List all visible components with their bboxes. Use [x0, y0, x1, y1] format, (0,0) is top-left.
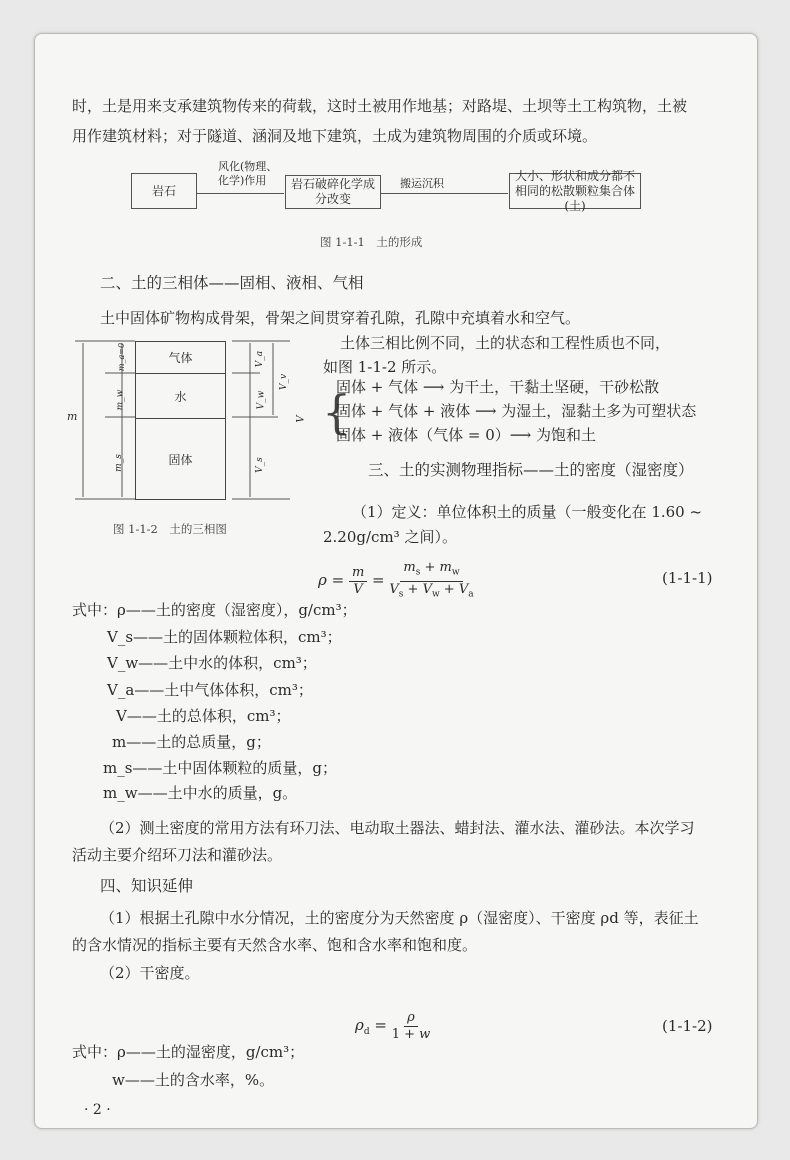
mw-label: m_w [115, 389, 126, 411]
section-4-para-1: （1）根据土孔隙中水分情况，土的密度分为天然密度 ρ（湿密度）、干密度 ρd 等，表征土 [100, 909, 699, 927]
symbol: V_w [107, 654, 139, 672]
fig1-caption: 图 1-1-1 土的形成 [320, 235, 423, 249]
page-number: · 2 · [84, 1102, 111, 1118]
vw-label: V_w [256, 390, 267, 410]
va-label: V_a [255, 350, 266, 368]
rock-box: 岩石 [131, 173, 197, 209]
symbol: V [116, 707, 127, 725]
list-item: 固体 + 气体 ⟶ 为干土，干黏土坚硬，干砂松散 [336, 378, 660, 396]
v-label: V [295, 415, 307, 423]
list-item: 固体 + 气体 + 液体 ⟶ 为湿土，湿黏土多为可塑状态 [336, 402, 697, 420]
section-3-heading: 三、土的实测物理指标——土的密度（湿密度） [368, 461, 694, 479]
intro-line-2: 用作建筑材料；对于隧道、涵洞及地下建筑，土成为建筑物周围的介质或环境。 [72, 127, 598, 145]
transport-label: 搬运沉积 [400, 177, 444, 190]
symbol: m_s [103, 759, 133, 777]
symbol-desc: ——土的固体颗粒体积，cm³； [133, 628, 342, 646]
brace: { [322, 385, 352, 439]
symbol-desc: ——土的湿密度，g/cm³； [125, 1043, 305, 1061]
methods-line-1: （2）测土密度的常用方法有环刀法、电动取土器法、蜡封法、灌水法、灌砂法。本次学习 [100, 819, 695, 837]
symbol-desc: ——土中水的质量，g。 [137, 784, 298, 802]
ms-label: m_s [113, 454, 124, 472]
arrow-1 [196, 193, 284, 194]
symbol-desc: ——土的密度（湿密度），g/cm³； [125, 601, 357, 619]
vv-label: V_v [279, 373, 290, 391]
symbol-desc: ——土中气体体积，cm³； [134, 681, 313, 699]
ma-label: m_a=0 [117, 342, 127, 372]
solid-phase: 固体 [168, 452, 193, 467]
water-phase: 水 [136, 374, 225, 419]
symbol: V_s [107, 628, 134, 646]
symbol-desc: ——土的含水率，%。 [124, 1071, 275, 1089]
fig2-caption: 图 1-1-2 土的三相图 [113, 522, 227, 536]
section-2-para: 土中固体矿物构成骨架，骨架之间贯穿着孔隙，孔隙中充填着水和空气。 [100, 309, 581, 327]
density-formula: ρ = $\frac{m}{V}$ = $\frac{m_s + m_w}{V_s + V_w + V_a}$ [318, 560, 474, 600]
section-4-para-2: 的含水情况的指标主要有天然含水率、饱和含水率和饱和度。 [72, 936, 478, 954]
dry-density-formula: $\rho_d$ = $\frac{\rho}{1 + w}$ [355, 1009, 431, 1042]
symbol-desc: ——土中固体颗粒的质量，g； [132, 759, 338, 777]
formula-number-1: (1-1-1) [662, 569, 713, 587]
right-para-2: 如图 1-1-2 所示。 [323, 358, 447, 376]
symbol-desc: ——土中水的体积，cm³； [138, 654, 317, 672]
weathering-label: 风化(物理、化学)作用 [218, 160, 278, 187]
symbol: V_a [107, 681, 135, 699]
soil-box: 大小、形状和成分都不相同的松散颗粒集合体(土) [509, 173, 641, 209]
symbol-desc: ——土的总体积，cm³； [126, 707, 291, 725]
symbol: m_w [103, 784, 138, 802]
gas-phase: 气体 [136, 342, 225, 374]
list-item: 固体 + 液体（气体 = 0）⟶ 为饱和土 [336, 426, 597, 444]
definition-line-1: （1）定义：单位体积土的质量（一般变化在 1.60 ~ [352, 503, 703, 521]
dry-density-title: （2）干密度。 [100, 964, 200, 982]
vs-label: V_s [254, 457, 265, 473]
section-2-heading: 二、土的三相体——固相、液相、气相 [100, 274, 364, 292]
broken-rock-box: 岩石破碎化学成分改变 [285, 175, 381, 209]
methods-line-2: 活动主要介绍环刀法和灌砂法。 [72, 846, 283, 864]
m-label: m [67, 410, 78, 423]
symbol: 式中：ρ [72, 601, 126, 619]
definition-line-2: 2.20g/cm³ 之间）。 [323, 528, 457, 546]
right-para-1: 土体三相比例不同，土的状态和工程性质也不同， [340, 334, 671, 352]
intro-line-1: 时，土是用来支承建筑物传来的荷载，这时土被用作地基；对路堤、土坝等土工构筑物，土被 [72, 97, 688, 115]
symbol: m [112, 733, 127, 751]
arrow-2 [380, 193, 508, 194]
formula-number-2: (1-1-2) [662, 1017, 713, 1035]
section-4-heading: 四、知识延伸 [100, 877, 194, 895]
symbol: 式中：ρ [72, 1043, 126, 1061]
symbol: w [112, 1071, 125, 1089]
symbol-desc: ——土的总质量，g； [126, 733, 271, 751]
